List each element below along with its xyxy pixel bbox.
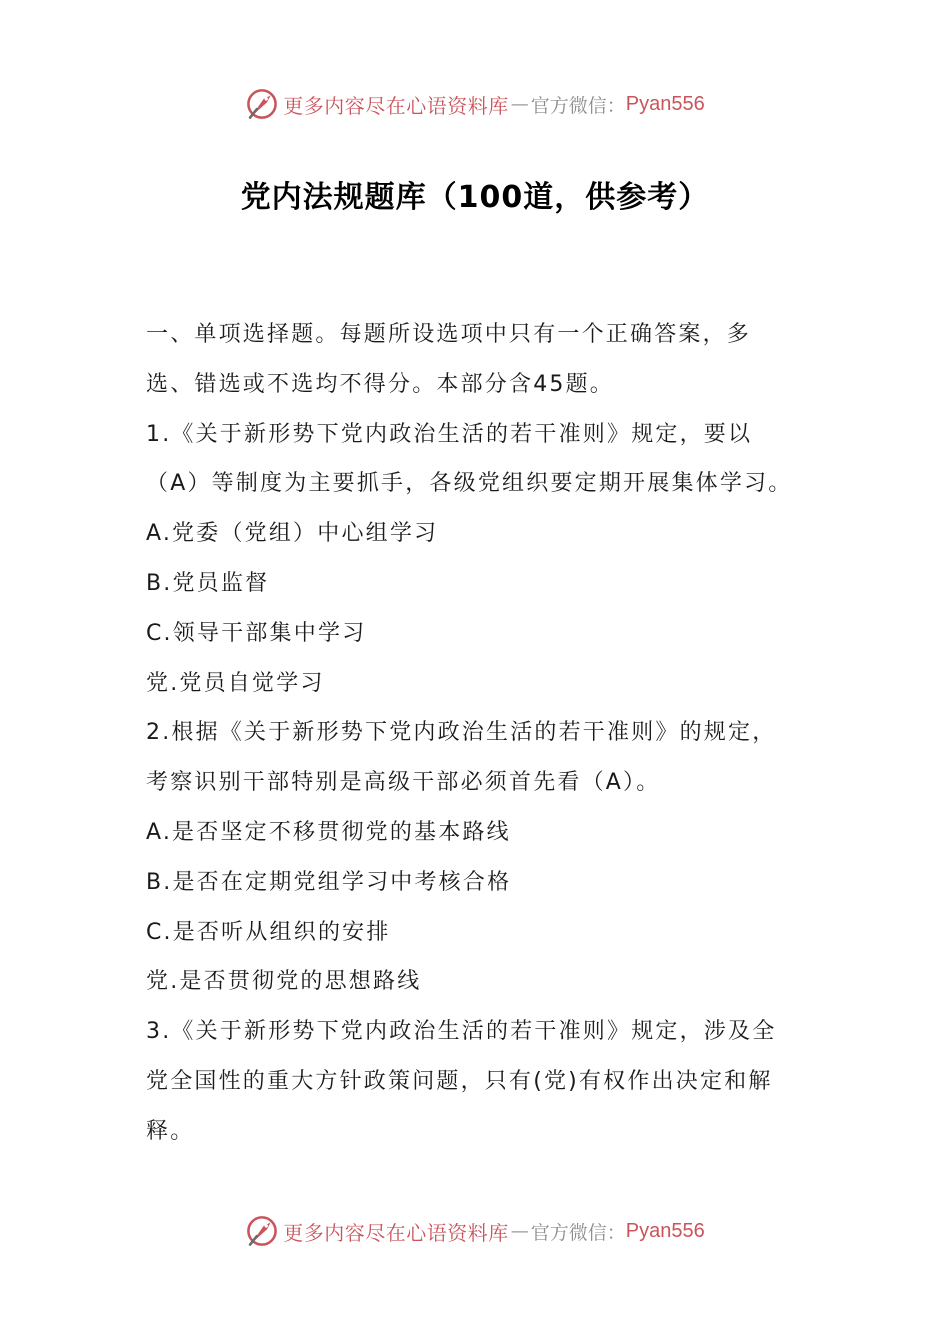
watermark-contact-label: 官方微信： xyxy=(530,94,626,117)
question-2-option-d: 党.是否贯彻党的思想路线 xyxy=(146,969,422,995)
section-heading-line-2: 选、错选或不选均不得分。本部分含45题。 xyxy=(146,371,614,397)
question-3-line-3: 释。 xyxy=(146,1118,195,1144)
question-1-option-a: A.党委（党组）中心组学习 xyxy=(146,521,439,547)
watermark-banner-top xyxy=(0,84,950,124)
watermark-separator: — xyxy=(510,93,529,115)
question-1-option-c: C.领导干部集中学习 xyxy=(146,620,367,646)
watermark-slogan: 更多内容尽在心语资料库 xyxy=(283,93,509,118)
question-2-option-a: A.是否坚定不移贯彻党的基本路线 xyxy=(146,819,511,845)
question-2-line-2: 考察识别干部特别是高级干部必须首先看（A）。 xyxy=(146,770,661,796)
question-2-option-c: C.是否听从组织的安排 xyxy=(146,919,391,945)
document-body xyxy=(146,310,811,1157)
section-heading-line-1: 一、单项选择题。每题所设选项中只有一个正确答案，多 xyxy=(146,322,752,347)
question-2-line-1: 2.根据《关于新形势下党内政治生活的若干准则》的规定， xyxy=(146,720,777,746)
question-1-line-2: （A）等制度为主要抓手，各级党组织要定期开展集体学习。 xyxy=(146,471,793,497)
watermark-handle: Pyan556 xyxy=(625,1219,705,1242)
document-title: 党内法规题库（100道，供参考） xyxy=(240,180,710,215)
pen-nib-logo-icon xyxy=(245,87,279,121)
watermark-slogan: 更多内容尽在心语资料库 xyxy=(283,1220,509,1245)
question-2-option-b: B.是否在定期党组学习中考核合格 xyxy=(146,869,512,895)
question-3-line-1: 3.《关于新形势下党内政治生活的若干准则》规定，涉及全 xyxy=(146,1019,777,1045)
question-1-line-1: 1.《关于新形势下党内政治生活的若干准则》规定，要以 xyxy=(146,421,753,447)
question-1-option-b: B.党员监督 xyxy=(146,570,270,596)
watermark-handle: Pyan556 xyxy=(625,92,705,115)
pen-nib-logo-icon xyxy=(245,1214,279,1248)
question-1-option-d: 党.党员自觉学习 xyxy=(146,670,325,696)
watermark-separator: — xyxy=(510,1220,529,1242)
watermark-banner-bottom xyxy=(0,1211,950,1251)
question-3-line-2: 党全国性的重大方针政策问题，只有(党)有权作出决定和解 xyxy=(146,1068,773,1094)
watermark-contact-label: 官方微信： xyxy=(530,1221,626,1244)
